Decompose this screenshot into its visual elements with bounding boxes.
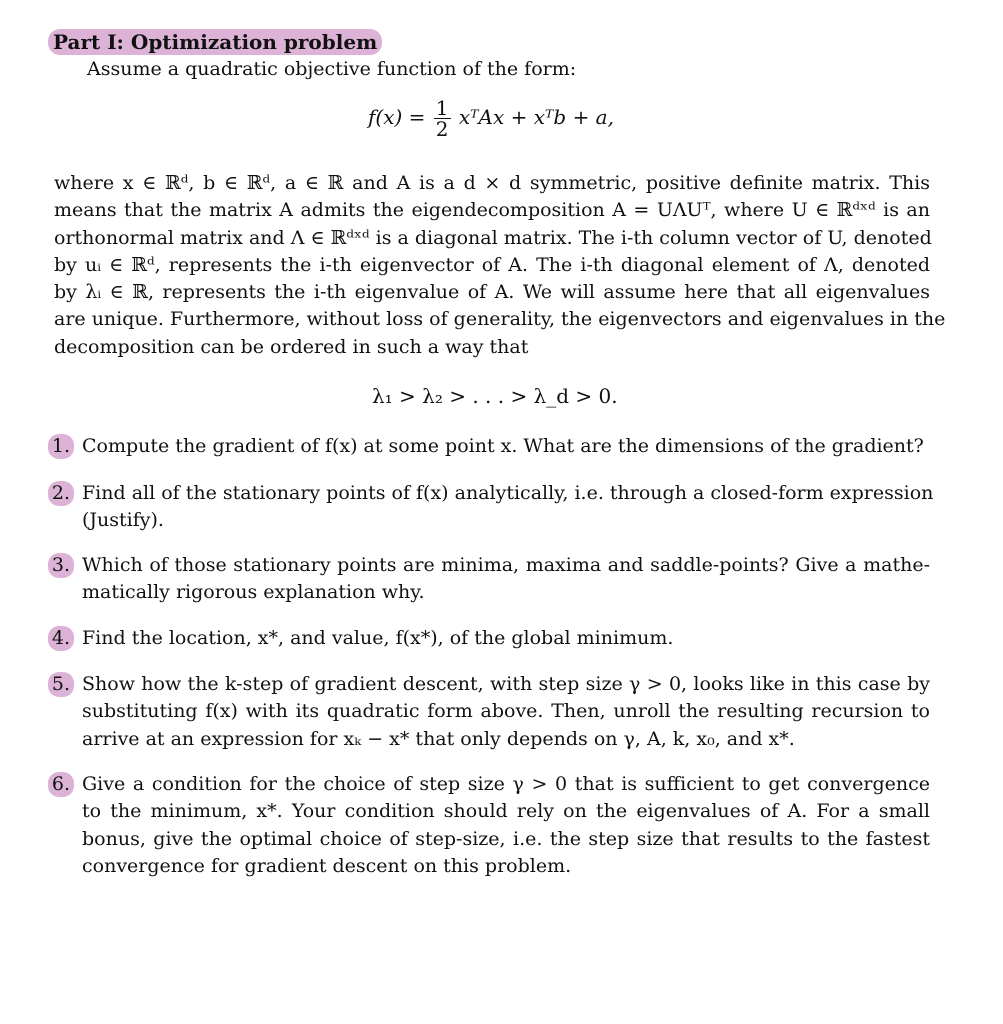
paragraph-line: by λᵢ ∈ ℝ, represents the i-th eigenvalue of A. We will assume here that all eigenvalues <box>54 281 930 304</box>
question-text <box>82 552 930 607</box>
question-line: (Justify). <box>82 509 164 532</box>
paragraph-line: are unique. Furthermore, without loss of generality, the eigenvectors and eigenvalues in the <box>54 308 946 331</box>
question-line: Which of those stationary points are minima, maxima and saddle-points? Give a mathe- <box>82 554 930 576</box>
question-text <box>82 433 930 460</box>
question-line: bonus, give the optimal choice of step-size, i.e. the step size that results to the fastest <box>82 827 930 850</box>
paragraph-line: by uᵢ ∈ ℝᵈ, represents the i-th eigenvector of A. The i-th diagonal element of Λ, denoted <box>54 253 930 276</box>
section-title: Part I: Optimization problem <box>48 29 382 55</box>
question-number: 6. <box>48 772 74 797</box>
paragraph-line: where x ∈ ℝᵈ, b ∈ ℝᵈ, a ∈ ℝ and A is a d × d symmetric, positive definite matrix. This <box>54 172 930 194</box>
equation-fraction <box>434 98 451 139</box>
question-text <box>82 480 934 535</box>
equation-lhs: f(x) = <box>368 105 426 129</box>
objective-equation <box>368 98 614 139</box>
question-text <box>82 625 930 652</box>
question-number: 1. <box>48 434 74 459</box>
question-line: matically rigorous explanation why. <box>82 581 425 604</box>
fraction-denominator: 2 <box>435 117 449 141</box>
intro-sentence: Assume a quadratic objective function of the form: <box>87 58 577 80</box>
question-text <box>82 671 930 753</box>
question-number: 2. <box>48 481 74 506</box>
question-number: 3. <box>48 553 74 578</box>
question-number: 4. <box>48 626 74 651</box>
question-text <box>82 771 930 880</box>
paragraph-line: orthonormal matrix and Λ ∈ ℝᵈˣᵈ is a diagonal matrix. The i-th column vector of U, denoted <box>54 226 932 249</box>
question-line: convergence for gradient descent on this problem. <box>82 854 572 877</box>
paragraph-line: means that the matrix A admits the eigendecomposition A = UΛUᵀ, where U ∈ ℝᵈˣᵈ is an <box>54 199 930 222</box>
question-line: Give a condition for the choice of step size γ > 0 that is sufficient to get convergence <box>82 773 930 795</box>
question-number: 5. <box>48 672 74 697</box>
question-line: Show how the k-step of gradient descent, with step size γ > 0, looks like in this case by <box>82 673 930 695</box>
question-line: arrive at an expression for xₖ − x* that only depends on γ, A, k, x₀, and x*. <box>82 727 795 750</box>
description-paragraph <box>54 170 946 361</box>
paragraph-line: decomposition can be ordered in such a way that <box>54 335 529 358</box>
question-line: Find the location, x*, and value, f(x*), of the global minimum. <box>82 627 674 649</box>
fraction-numerator: 1 <box>435 96 449 120</box>
question-line: to the minimum, x*. Your condition should rely on the eigenvalues of A. For a small <box>82 800 930 823</box>
question-line: substituting f(x) with its quadratic form above. Then, unroll the resulting recursion to <box>82 700 930 723</box>
equation-rhs: xᵀAx + xᵀb + a, <box>458 105 614 129</box>
question-line: Find all of the stationary points of f(x) analytically, i.e. through a closed-form expression <box>82 482 934 504</box>
eigenvalue-ordering: λ₁ > λ₂ > . . . > λ_d > 0. <box>372 384 618 408</box>
question-line: Compute the gradient of f(x) at some point x. What are the dimensions of the gradient? <box>82 435 924 457</box>
